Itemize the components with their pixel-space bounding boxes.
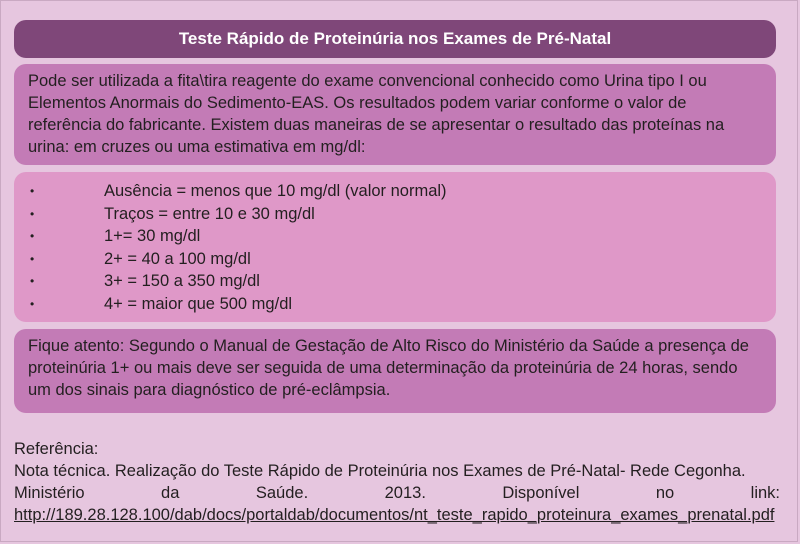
- note-box: [14, 329, 776, 413]
- note-text: Fique atento: Segundo o Manual de Gestação de Alto Risco do Ministério da Saúde a presença de proteinúria 1+ ou mais deve ser seguida de uma determinação da proteinúria de 24 horas, sendo um dos sinais para diagnóstico de pré-eclâmpsia.: [28, 337, 749, 399]
- list-item: [28, 180, 762, 203]
- reference-label: Referência:: [14, 440, 99, 458]
- list-item: [28, 293, 762, 316]
- reference-availability: [14, 482, 780, 526]
- list-item: [28, 203, 762, 226]
- bullet-icon: •: [30, 184, 35, 199]
- bullet-icon: •: [30, 251, 35, 266]
- reference-citation: Nota técnica. Realização do Teste Rápido de Proteinúria nos Exames de Pré-Natal- Rede Cegonha.: [14, 462, 746, 480]
- results-list: [28, 180, 762, 315]
- result-text: 1+= 30 mg/dl: [104, 227, 201, 246]
- bullet-icon: •: [30, 274, 35, 289]
- bullet-icon: •: [30, 206, 35, 221]
- list-item: [28, 225, 762, 248]
- reference-section: [14, 438, 780, 526]
- list-item: [28, 248, 762, 271]
- result-text: Traços = entre 10 e 30 mg/dl: [104, 204, 315, 223]
- reference-link[interactable]: http://189.28.128.100/dab/docs/portaldab/documentos/nt_teste_rapido_proteinura_exames_prenatal.pdf: [14, 506, 775, 524]
- result-text: 3+ = 150 a 350 mg/dl: [104, 272, 260, 291]
- result-text: 2+ = 40 a 100 mg/dl: [104, 249, 251, 268]
- list-item: [28, 270, 762, 293]
- reference-availability-text: Ministério da Saúde. 2013. Disponível no link:: [14, 484, 780, 502]
- bullet-icon: •: [30, 296, 35, 311]
- result-text: 4+ = maior que 500 mg/dl: [104, 294, 293, 313]
- page-title: Teste Rápido de Proteinúria nos Exames de Pré-Natal: [14, 20, 776, 58]
- result-text: Ausência = menos que 10 mg/dl (valor normal): [104, 182, 447, 201]
- intro-box: [14, 64, 776, 165]
- results-box: [14, 172, 776, 322]
- bullet-icon: •: [30, 229, 35, 244]
- intro-text: Pode ser utilizada a fita\tira reagente do exame convencional conhecido como Urina tipo I ou Elementos Anormais do Sedimento-EAS. Os resultados podem variar conforme o valor de referência do fabricante. Existem duas maneiras de se apresentar o resultado das proteínas na urina: em cruzes ou uma estimativa em mg/dl:: [28, 72, 725, 156]
